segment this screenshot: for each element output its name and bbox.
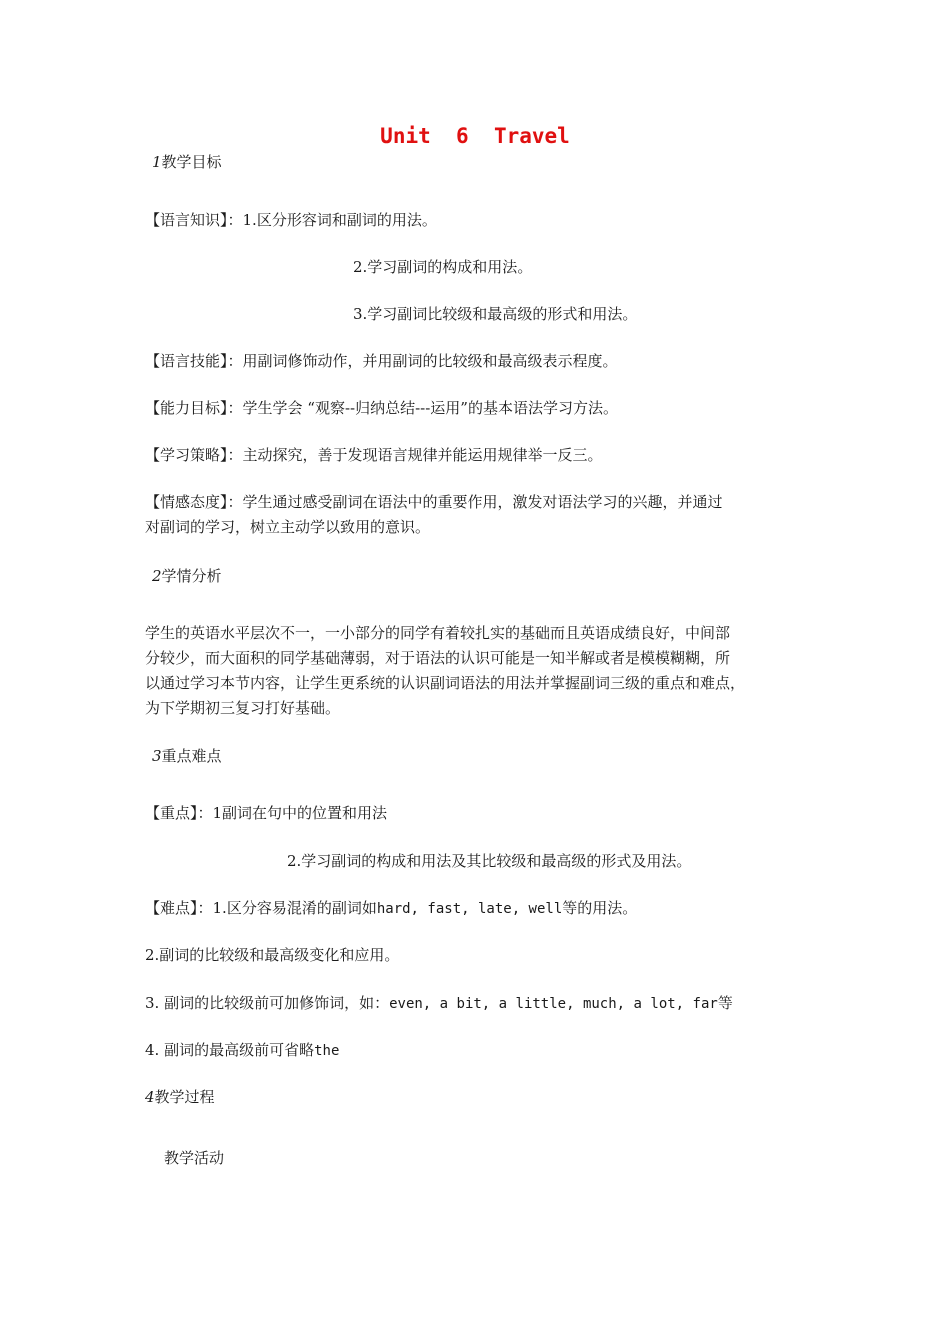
attitude-line-1: [145, 491, 723, 513]
analysis-line-1: 学生的英语水平层次不一，一小部分的同学有着较扎实的基础而且英语成绩良好，中间部: [145, 624, 731, 642]
language-knowledge-item-3: 3.学习副词比较级和最高级的形式和用法。: [353, 305, 638, 323]
difficulties-item-3-words: even, a bit, a little, much, a lot, far: [389, 996, 718, 1012]
section-number: 4: [145, 1088, 155, 1106]
analysis-line-2: 分较少，而大面积的同学基础薄弱，对于语法的认识可能是一知半解或者是模模糊糊，所: [145, 649, 731, 667]
attitude-tag: 【情感态度】：: [145, 493, 243, 511]
key-points-line: [145, 802, 387, 824]
language-skill-line: [145, 350, 618, 372]
language-knowledge-line: [145, 209, 437, 231]
difficulties-line-4: [145, 1039, 339, 1062]
analysis-line-4: 为下学期初三复习打好基础。: [145, 699, 341, 717]
section-number: 1: [152, 153, 162, 171]
difficulties-item-1-prefix: 1.区分容易混淆的副词如: [212, 899, 377, 917]
section-heading-process: [145, 1086, 215, 1107]
difficulties-item-4-word: the: [314, 1043, 340, 1059]
key-points-item-2: 2.学习副词的构成和用法及其比较级和最高级的形式及用法。: [287, 852, 692, 870]
language-knowledge-item-1: 1.区分形容词和副词的用法。: [242, 211, 437, 229]
analysis-line-3: 以通过学习本节内容，让学生更系统的认识副词语法的用法并掌握副词三级的重点和难点，: [145, 674, 746, 692]
ability-text: 学生学会 “观察--归纳总结---运用”的基本语法学习方法。: [242, 399, 618, 417]
teaching-activity-label: 教学活动: [164, 1149, 225, 1167]
strategy-text: 主动探究，善于发现语言规律并能运用规律举一反三。: [242, 446, 603, 464]
section-number: 2: [152, 567, 162, 585]
ability-line: [145, 397, 618, 419]
attitude-text-1: 学生通过感受副词在语法中的重要作用，激发对语法学习的兴趣，并通过: [242, 493, 723, 511]
section-label: 教学过程: [154, 1088, 215, 1106]
difficulties-line-1: [145, 897, 637, 920]
document-title: Unit 6 Travel: [380, 124, 570, 148]
difficulties-item-1-words: hard, fast, late, well: [376, 901, 563, 917]
section-label: 教学目标: [161, 153, 222, 171]
section-heading-objectives: [152, 151, 222, 172]
attitude-text-2: 对副词的学习，树立主动学以致用的意识。: [145, 518, 431, 536]
section-heading-key-points: [152, 745, 222, 766]
difficulties-tag: 【难点】：: [145, 899, 213, 917]
difficulties-line-3: [145, 992, 733, 1015]
ability-tag: 【能力目标】：: [145, 399, 243, 417]
language-knowledge-tag: 【语言知识】：: [145, 211, 243, 229]
difficulties-item-3-prefix: 3. 副词的比较级前可加修饰词，如：: [145, 994, 390, 1012]
section-label: 学情分析: [161, 567, 222, 585]
difficulties-item-1-suffix: 等的用法。: [562, 899, 638, 917]
difficulties-item-2: 2.副词的比较级和最高级变化和应用。: [145, 946, 400, 964]
strategy-line: [145, 444, 603, 466]
language-skill-text: 用副词修饰动作，并用副词的比较级和最高级表示程度。: [242, 352, 618, 370]
language-skill-tag: 【语言技能】：: [145, 352, 243, 370]
difficulties-item-4-prefix: 4. 副词的最高级前可省略: [145, 1041, 315, 1059]
key-points-tag: 【重点】：: [145, 804, 213, 822]
strategy-tag: 【学习策略】：: [145, 446, 243, 464]
section-label: 重点难点: [161, 747, 222, 765]
difficulties-item-3-suffix: 等: [717, 994, 733, 1012]
section-number: 3: [152, 747, 162, 765]
language-knowledge-item-2: 2.学习副词的构成和用法。: [353, 258, 533, 276]
key-points-item-1: 1副词在句中的位置和用法: [212, 804, 388, 822]
section-heading-analysis: [152, 565, 222, 586]
